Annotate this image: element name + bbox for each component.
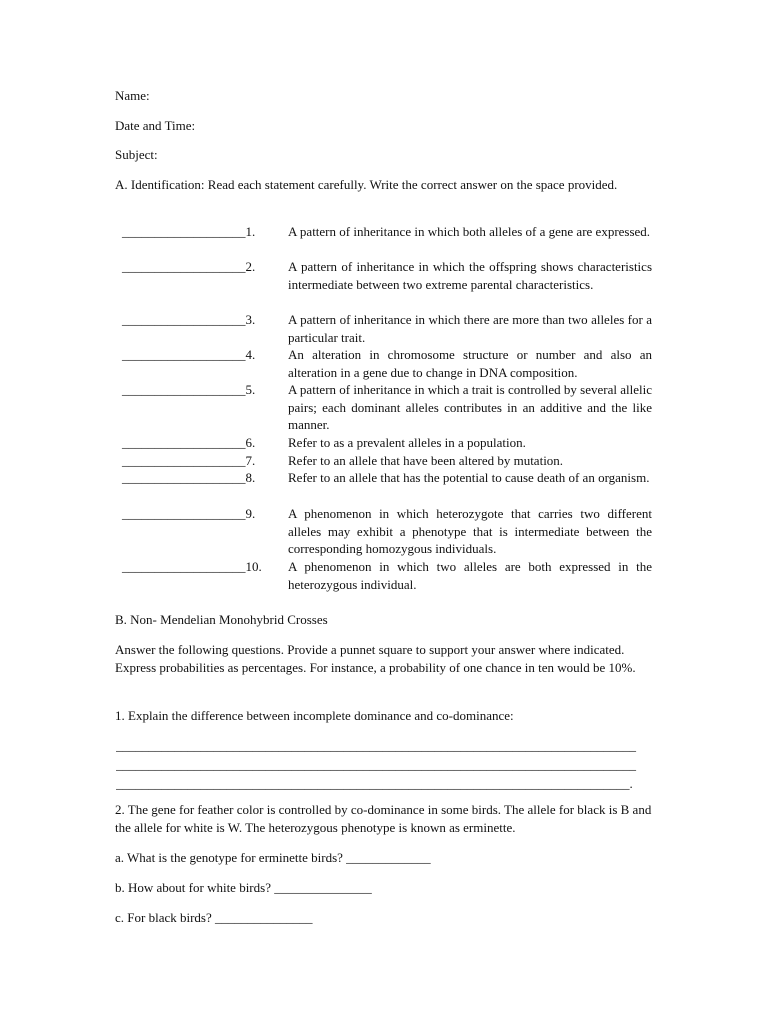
item-statement: A pattern of inheritance in which the offspring shows characteristics intermediate between two extreme parental characteristics. <box>288 259 652 292</box>
identification-item-8 <box>122 469 652 509</box>
question-2c: c. For black birds? _______________ <box>115 910 313 925</box>
item-statement: A pattern of inheritance in which both alleles of a gene are expressed. <box>288 224 651 239</box>
question-1: 1. Explain the difference between incomplete dominance and co-dominance: <box>115 708 514 723</box>
answer-blank[interactable]: ___________________8. <box>122 470 256 485</box>
identification-item-3 <box>122 311 652 351</box>
answer-blank[interactable]: ___________________2. <box>122 259 256 274</box>
identification-item-9 <box>122 505 652 556</box>
answer-blank[interactable]: ___________________6. <box>122 435 256 450</box>
item-statement: Refer to as a prevalent alleles in a population. <box>288 435 526 450</box>
section-a-instructions: A. Identification: Read each statement carefully. Write the correct answer on the space provided. <box>115 177 618 192</box>
question-2b: b. How about for white birds? _______________ <box>115 880 372 895</box>
item-statement: An alteration in chromosome structure or number and also an alteration in a gene due to change in DNA composition. <box>288 347 652 380</box>
answer-line[interactable]: ________________________________________________________________________________ <box>116 738 636 753</box>
date-time-label: Date and Time: <box>115 118 196 133</box>
answer-blank[interactable]: ___________________7. <box>122 453 256 468</box>
item-statement: A phenomenon in which heterozygote that carries two different alleles may exhibit a phenotype that is intermediate between the corresponding homozygous individuals. <box>288 506 652 556</box>
answer-blank[interactable]: ___________________10. <box>122 559 262 574</box>
question-2: 2. The gene for feather color is controlled by co-dominance in some birds. The allele for black is B and the allele for white is W. The heterozygous phenotype is known as erminette. <box>115 802 652 835</box>
item-statement: Refer to an allele that have been altered by mutation. <box>288 453 564 468</box>
section-b-instructions: Answer the following questions. Provide a punnet square to support your answer where indicated. Express probabilities as percentages. For instance, a probability of one chance in ten would be 10%. <box>115 642 636 675</box>
identification-item-5 <box>122 381 652 432</box>
answer-blank[interactable]: ___________________4. <box>122 347 256 362</box>
name-label: Name: <box>115 88 150 103</box>
section-b-title: B. Non- Mendelian Monohybrid Crosses <box>115 612 328 627</box>
identification-item-1 <box>122 223 652 263</box>
answer-blank[interactable]: ___________________9. <box>122 506 256 521</box>
answer-line[interactable]: ________________________________________________________________________________ <box>116 757 636 772</box>
question-2a: a. What is the genotype for erminette birds? _____________ <box>115 850 431 865</box>
answer-blank[interactable]: ___________________1. <box>122 224 256 239</box>
answer-blank[interactable]: ___________________5. <box>122 382 256 397</box>
answer-blank[interactable]: ___________________3. <box>122 312 256 327</box>
identification-item-10 <box>122 558 652 598</box>
answer-line[interactable]: _______________________________________________________________________________. <box>116 776 633 791</box>
item-statement: Refer to an allele that has the potential to cause death of an organism. <box>288 470 650 485</box>
item-statement: A pattern of inheritance in which a trait is controlled by several allelic pairs; each dominant alleles contributes in an additive and the like manner. <box>288 382 652 432</box>
subject-label: Subject: <box>115 147 158 162</box>
item-statement: A pattern of inheritance in which there are more than two alleles for a particular trait. <box>288 312 652 345</box>
identification-item-2 <box>122 258 652 298</box>
identification-item-4 <box>122 346 652 386</box>
item-statement: A phenomenon in which two alleles are both expressed in the heterozygous individual. <box>288 559 652 592</box>
